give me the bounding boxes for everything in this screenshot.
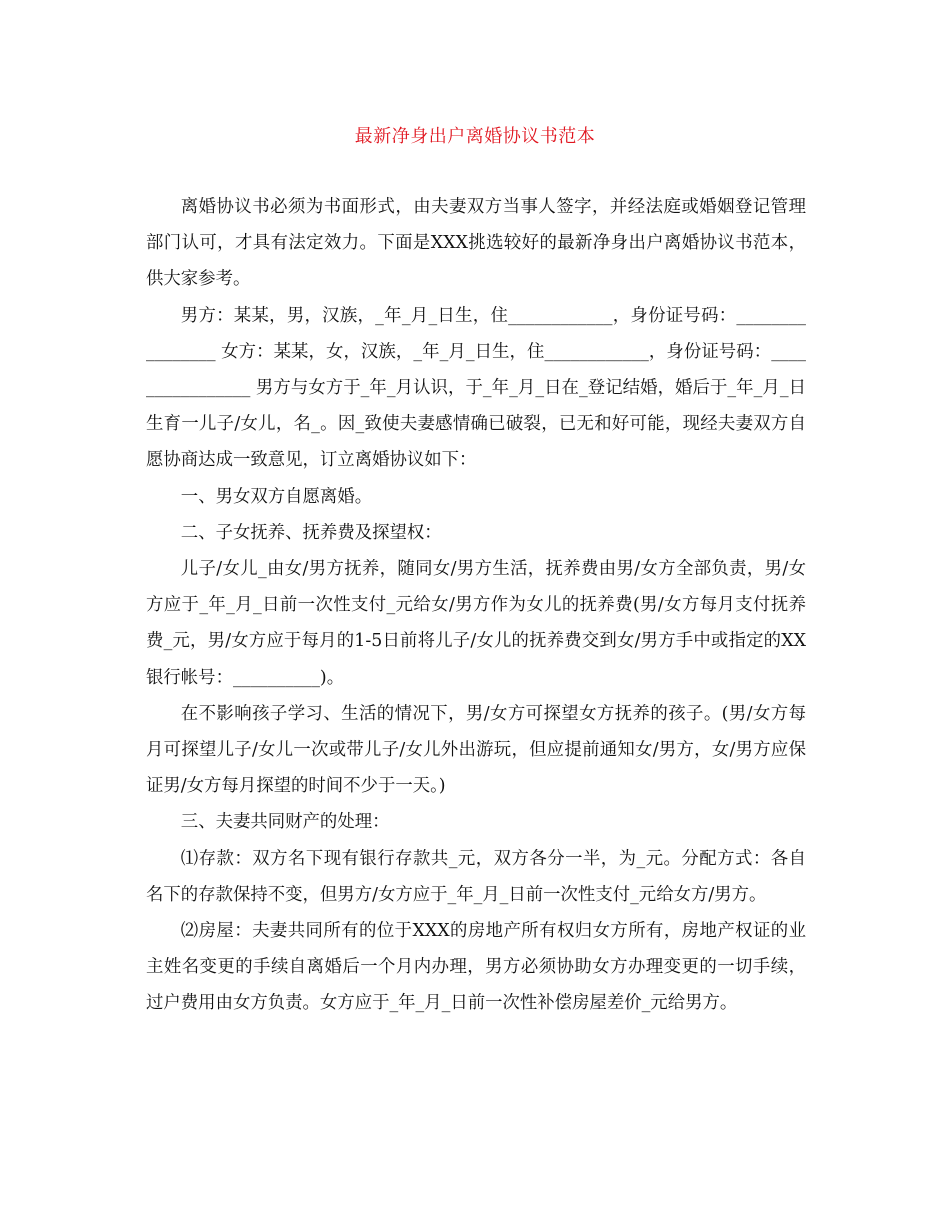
- clause-3-heading: 三、夫妻共同财产的处理：: [180, 812, 390, 833]
- child-support-paragraph: 儿子/女儿_由女/男方抚养，随同女/男方生活，抚养费由男/女方全部负责，男/女方应于_年_月_日前一次性支付_元给女/男方作为女儿的抚养费(男/女方每月支付抚养费_元，男/女方应于每月的1-5日前将儿子/女儿的抚养费交到女/男方手中或指定的XX银行帐号：__________)。: [146, 559, 806, 688]
- document-title: 最新净身出户离婚协议书范本: [354, 126, 596, 147]
- parties-paragraph: 男方：某某，男，汉族，_年_月_日生，住____________，身份证号码：________________ 女方：某某，女，汉族，_年_月_日生，住____________，身份证号码：________________ 男方与女方于_年_月认识，于_年_月_日在_登记结婚，婚后于_年_月_日生育一儿子/女儿，名_。因_致使夫妻感情确已破裂，已无和好可能，现经夫妻双方自愿协商达成一致意见，订立离婚协议如下：: [146, 305, 806, 471]
- visitation-paragraph: 在不影响孩子学习、生活的情况下，男/女方可探望女方抚养的孩子。(男/女方每月可探望儿子/女儿一次或带儿子/女儿外出游玩，但应提前通知女/男方，女/男方应保证男/女方每月探望的时间不少于一天。): [146, 703, 806, 797]
- document-body: [146, 189, 806, 1022]
- housing-paragraph: ⑵房屋：夫妻共同所有的位于XXX的房地产所有权归女方所有，房地产权证的业主姓名变更的手续自离婚后一个月内办理，男方必须协助女方办理变更的一切手续，过户费用由女方负责。女方应于_年_月_日前一次性补偿房屋差价_元给男方。: [146, 921, 806, 1014]
- intro-paragraph: 离婚协议书必须为书面形式，由夫妻双方当事人签字，并经法庭或婚姻登记管理部门认可，才具有法定效力。下面是XXX挑选较好的最新净身出户离婚协议书范本，供大家参考。: [146, 197, 806, 290]
- clause-1-heading: 一、男女双方自愿离婚。: [180, 486, 373, 507]
- clause-2-heading: 二、子女抚养、抚养费及探望权：: [180, 522, 442, 543]
- savings-paragraph: ⑴存款：双方名下现有银行存款共_元，双方各分一半，为_元。分配方式：各自名下的存款保持不变，但男方/女方应于_年_月_日前一次性支付_元给女方/男方。: [146, 848, 806, 905]
